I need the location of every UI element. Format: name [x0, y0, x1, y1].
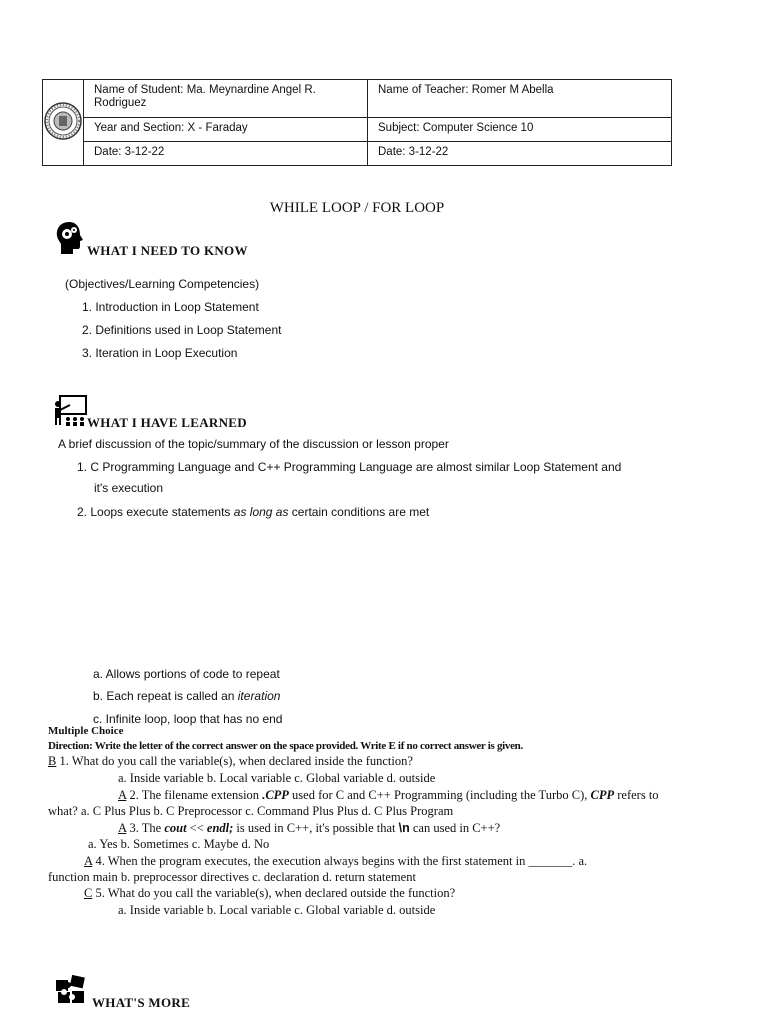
question-5-choices: a. Inside variable b. Local variable c. Global variable d. outside	[118, 903, 436, 917]
header-table	[42, 79, 672, 166]
learned-item-2: 2. Loops execute statements as long as certain conditions are met	[77, 505, 430, 519]
learned-heading: WHAT I HAVE LEARNED	[87, 415, 247, 430]
question-1: B 1. What do you call the variable(s), when declared inside the function?	[48, 754, 413, 768]
objectives-intro: (Objectives/Learning Competencies)	[65, 277, 260, 291]
question-2-choices: what? a. C Plus Plus b. C Preprocessor c. Command Plus Plus d. C Plus Program	[48, 804, 454, 818]
head-gears-icon	[55, 221, 85, 255]
school-seal-icon	[43, 101, 83, 141]
school-logo	[43, 80, 84, 166]
learned-item-1: 1. C Programming Language and C++ Programming Language are almost similar Loop Statement and	[77, 460, 622, 474]
question-3: A 3. The cout << endl; is used in C++, it's possible that \n can used in C++?	[118, 821, 501, 835]
objective-item: 3. Iteration in Loop Execution	[82, 346, 238, 360]
question-4-choices: function main b. preprocessor directives c. declaration d. return statement	[48, 870, 416, 884]
teacher-board-icon	[52, 395, 88, 427]
answer-5: C	[84, 886, 93, 900]
puzzle-pieces-icon	[55, 974, 87, 1004]
whats-more-heading: WHAT'S MORE	[92, 995, 191, 1010]
question-2: A 2. The filename extension .CPP used for C and C++ Programming (including the Turbo C), CPP refers to	[118, 788, 659, 802]
need-to-know-heading: WHAT I NEED TO KNOW	[87, 243, 248, 258]
learned-sub-c: c. Infinite loop, loop that has no end	[93, 712, 283, 726]
date-right-cell: Date: 3-12-22	[368, 142, 672, 166]
question-4: A 4. When the program executes, the execution always begins with the first statement in _______. a.	[84, 854, 588, 868]
answer-3: A	[118, 821, 127, 835]
quiz-heading: Multiple Choice	[48, 725, 124, 737]
year-section-cell: Year and Section: X - Faraday	[84, 118, 368, 142]
answer-4: A	[84, 854, 93, 868]
answer-2: A	[118, 788, 127, 802]
student-name-cell: Name of Student: Ma. Meynardine Angel R. Rodriguez	[84, 80, 368, 118]
question-3-choices: a. Yes b. Sometimes c. Maybe d. No	[88, 837, 270, 851]
question-5: C 5. What do you call the variable(s), when declared outside the function?	[84, 886, 456, 900]
objective-item: 1. Introduction in Loop Statement	[82, 300, 259, 314]
date-left-cell: Date: 3-12-22	[84, 142, 368, 166]
learned-sub-a: a. Allows portions of code to repeat	[93, 667, 280, 681]
teacher-name-cell: Name of Teacher: Romer M Abella	[368, 80, 672, 118]
subject-cell: Subject: Computer Science 10	[368, 118, 672, 142]
quiz-direction: Direction: Write the letter of the correct answer on the space provided. Write E if no correct answer is given.	[48, 740, 523, 752]
learned-sub-b: b. Each repeat is called an iteration	[93, 689, 281, 703]
answer-1: B	[48, 754, 57, 768]
learned-intro: A brief discussion of the topic/summary of the discussion or lesson proper	[58, 437, 449, 451]
page-title: WHILE LOOP / FOR LOOP	[269, 200, 445, 216]
question-1-choices: a. Inside variable b. Local variable c. Global variable d. outside	[118, 771, 436, 785]
objective-item: 2. Definitions used in Loop Statement	[82, 323, 282, 337]
learned-item-1-cont: it's execution	[94, 481, 163, 495]
